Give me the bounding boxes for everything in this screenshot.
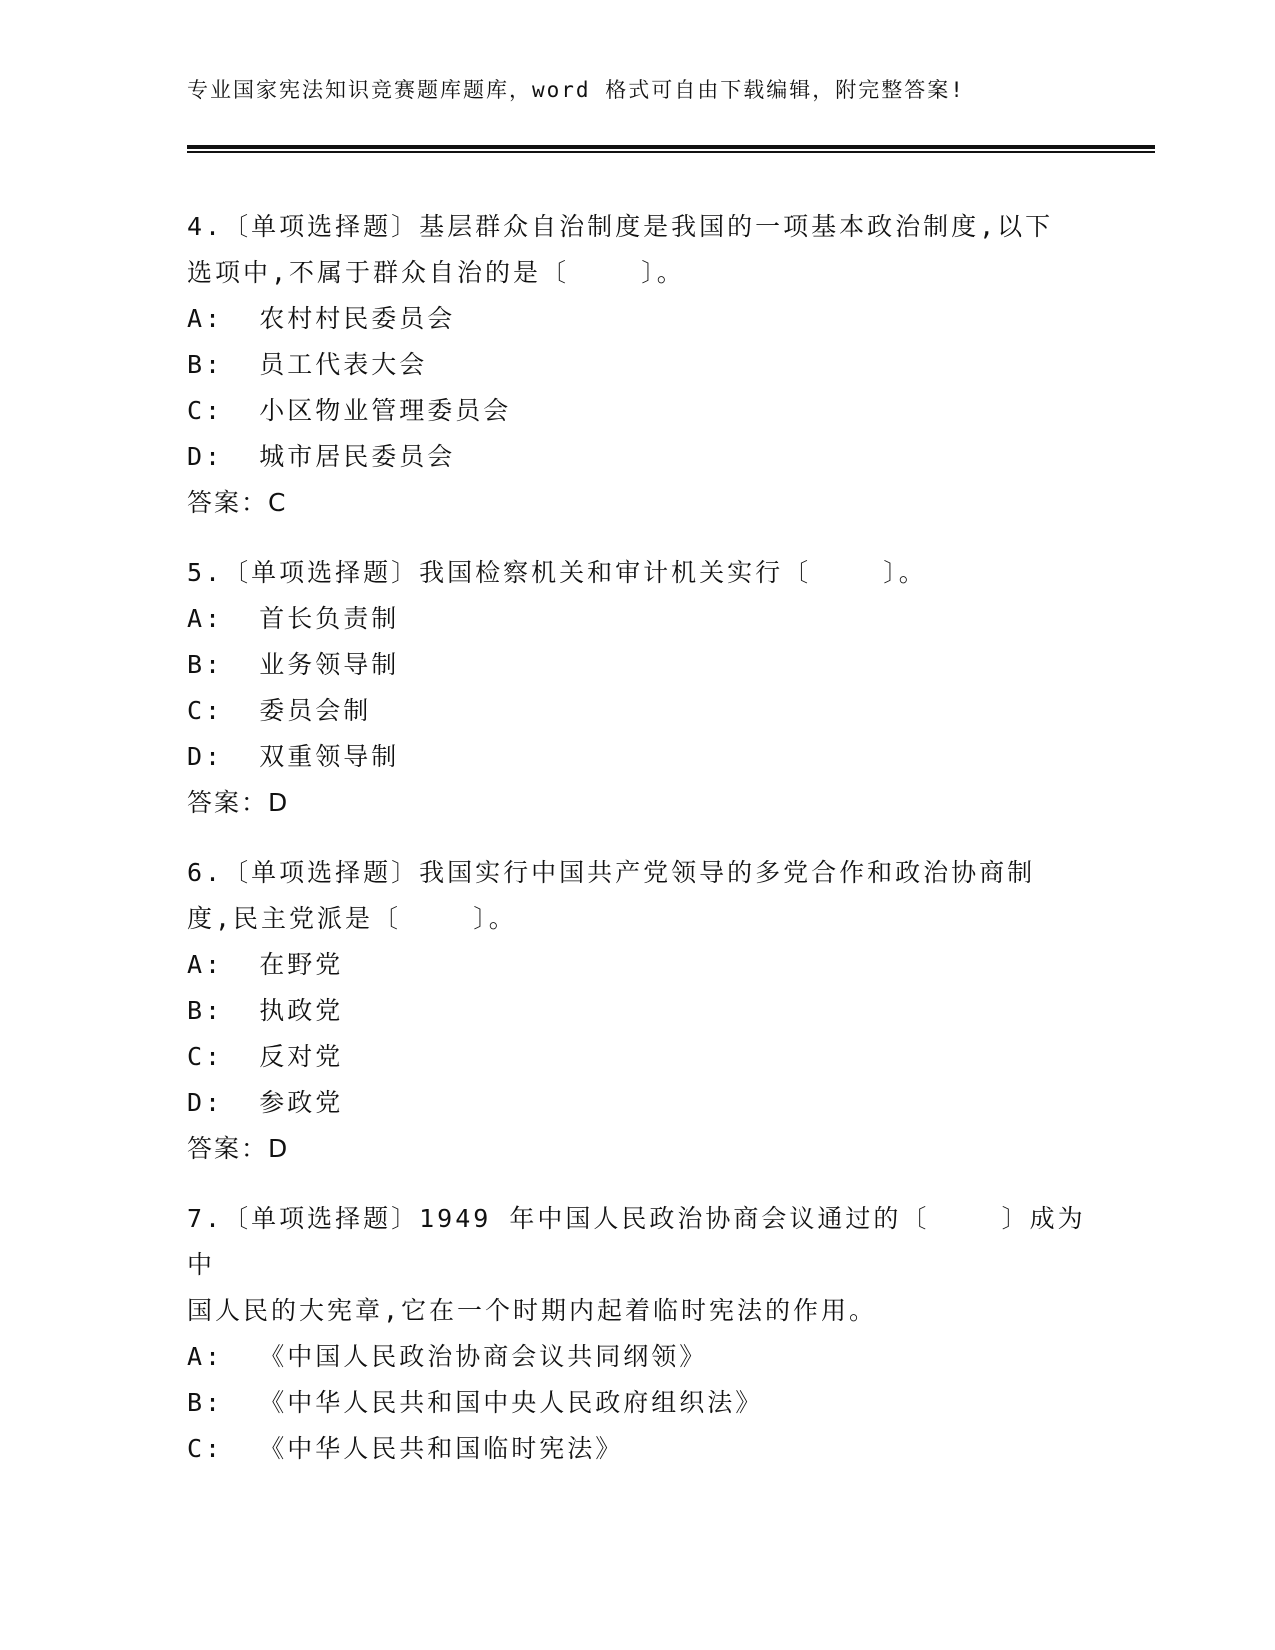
answer-label: 答案：D <box>187 788 290 817</box>
question-7 <box>187 1196 1087 1472</box>
question-stem-line: 国人民的大宪章,它在一个时期内起着临时宪法的作用。 <box>187 1296 878 1325</box>
option-d: D: 城市居民委员会 <box>187 442 456 471</box>
question-stem-line: 度,民主党派是〔 〕。 <box>187 904 517 933</box>
option-b: B: 执政党 <box>187 996 344 1025</box>
option-d: D: 参政党 <box>187 1088 344 1117</box>
question-list <box>187 204 1087 1496</box>
option-c: C: 委员会制 <box>187 696 372 725</box>
option-a: A: 农村村民委员会 <box>187 304 456 333</box>
question-5 <box>187 550 1087 826</box>
question-6 <box>187 850 1087 1172</box>
question-stem-line: 选项中,不属于群众自治的是〔 〕。 <box>187 258 685 287</box>
answer-label: 答案：D <box>187 1134 290 1163</box>
option-b: B: 员工代表大会 <box>187 350 428 379</box>
option-a: A: 首长负责制 <box>187 604 400 633</box>
option-a: A: 在野党 <box>187 950 344 979</box>
option-b: B: 业务领导制 <box>187 650 400 679</box>
question-stem-line: 4.〔单项选择题〕基层群众自治制度是我国的一项基本政治制度,以下 <box>187 212 1054 241</box>
header-divider-thick <box>187 145 1155 149</box>
option-d: D: 双重领导制 <box>187 742 400 771</box>
option-b: B: 《中华人民共和国中央人民政府组织法》 <box>187 1388 764 1417</box>
question-stem-line: 6.〔单项选择题〕我国实行中国共产党领导的多党合作和政治协商制 <box>187 858 1036 887</box>
page-header: 专业国家宪法知识竞赛题库题库，word 格式可自由下载编辑，附完整答案! <box>187 78 965 102</box>
option-c: C: 反对党 <box>187 1042 344 1071</box>
option-c: C: 小区物业管理委员会 <box>187 396 512 425</box>
answer-label: 答案：C <box>187 488 288 517</box>
question-4 <box>187 204 1087 526</box>
header-divider-thin <box>187 151 1155 153</box>
question-stem-line: 7.〔单项选择题〕1949 年中国人民政治协商会议通过的〔 〕成为中 <box>187 1204 1086 1279</box>
question-stem-line: 5.〔单项选择题〕我国检察机关和审计机关实行〔 〕。 <box>187 558 927 587</box>
option-a: A: 《中国人民政治协商会议共同纲领》 <box>187 1342 708 1371</box>
option-c: C: 《中华人民共和国临时宪法》 <box>187 1434 624 1463</box>
